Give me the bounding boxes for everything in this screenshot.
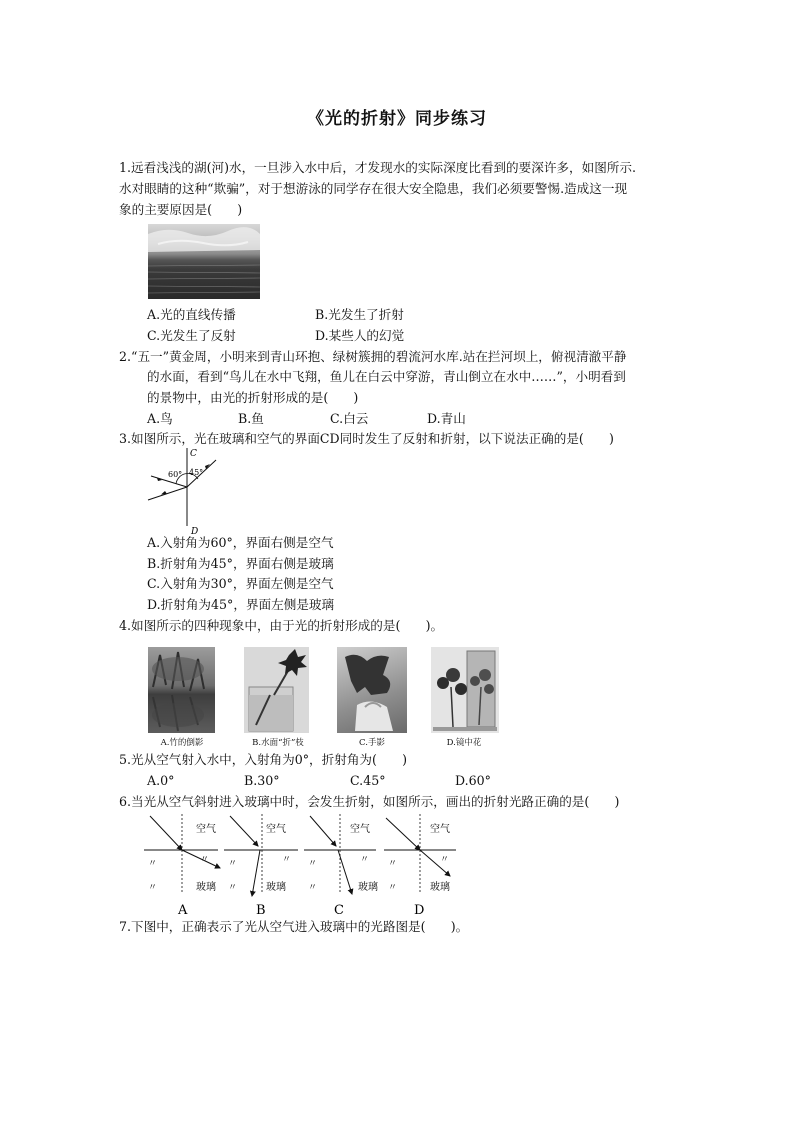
q6-diagram-b [224, 814, 298, 918]
q2-option-b: B.鱼 [238, 411, 264, 426]
q6-c-air-label: 空气 [350, 824, 370, 835]
q6-diagram-a [144, 814, 220, 918]
q2-option-a: A.鸟 [147, 411, 173, 426]
q3-option-b: B.折射角为45°，界面右侧是玻璃 [147, 556, 334, 571]
q3-label-c: C [190, 449, 197, 459]
q5-line-1: 5.光从空气射入水中，入射角为0°，折射角为( ) [119, 752, 408, 767]
q5-option-a: A.0° [147, 773, 175, 788]
q6-b-hatch-3: 〃 [282, 855, 292, 865]
q4-caption-b: B.水面“折”枝 [252, 738, 304, 748]
mirror-flower-photo [431, 647, 499, 733]
q6-d-air-label: 空气 [430, 824, 450, 835]
q4-line-1: 4.如图所示的四种现象中，由于光的折射形成的是( )。 [119, 618, 444, 633]
q6-c-glass-label: 玻璃 [358, 882, 378, 893]
q6-b-air-label: 空气 [266, 824, 286, 835]
q2-line-2: 的水面，看到“鸟儿在水中飞翔，鱼儿在白云中穿游，青山倒立在水中……”，小明看到 [147, 369, 626, 384]
q6-label-c: C [334, 903, 344, 918]
shallow-lake-photo [148, 224, 260, 299]
bamboo-reflection-photo [148, 647, 215, 733]
q1-line-3: 象的主要原因是( ) [119, 202, 243, 217]
q6-c-hatch-2: 〃 [308, 883, 318, 893]
q6-d-hatch-2: 〃 [388, 883, 398, 893]
q5-option-d: D.60° [455, 773, 491, 788]
q1-line-1: 1.远看浅浅的湖(河)水，一旦涉入水中后，才发现水的实际深度比看到的要深许多，如图所示. [119, 160, 637, 175]
bent-stick-photo [244, 647, 309, 733]
q1-option-c: C.光发生了反射 [147, 328, 236, 343]
q3-label-d: D [191, 527, 199, 536]
q1-option-a: A.光的直线传播 [147, 307, 236, 322]
q1-option-d: D.某些人的幻觉 [315, 328, 405, 343]
q2-option-c: C.白云 [330, 411, 369, 426]
q4-caption-c: C.手影 [359, 738, 385, 748]
q4-caption-a: A.竹的倒影 [160, 738, 204, 748]
page-title: 《光的折射》同步练习 [307, 109, 487, 129]
q6-c-hatch-3: 〃 [360, 855, 370, 865]
q2-line-1: 2.“五一”黄金周，小明来到青山环抱、绿树簇拥的碧流河水库.站在拦河坝上，俯视清澈平静 [119, 349, 627, 364]
q2-option-d: D.青山 [427, 411, 466, 426]
q3-option-d: D.折射角为45°，界面左侧是玻璃 [147, 597, 335, 612]
q3-option-a: A.入射角为60°，界面右侧是空气 [147, 535, 334, 550]
q6-a-hatch-2: 〃 [148, 883, 158, 893]
q7-line-1: 7.下图中，正确表示了光从空气进入玻璃中的光路图是( )。 [119, 919, 469, 934]
q3-angle-60: 60° [168, 470, 183, 479]
q6-b-glass-label: 玻璃 [266, 882, 286, 893]
q5-option-b: B.30° [244, 773, 280, 788]
q6-label-a: A [178, 903, 188, 918]
q1-option-b: B.光发生了折射 [315, 307, 404, 322]
q6-b-hatch-2: 〃 [228, 883, 238, 893]
q6-a-air-label: 空气 [196, 824, 216, 835]
q3-angle-45: 45° [189, 468, 204, 477]
q6-a-hatch-3: 〃 [200, 855, 210, 865]
q6-diagram-c [304, 814, 378, 918]
q3-line-1: 3.如图所示，光在玻璃和空气的界面CD同时发生了反射和折射，以下说法正确的是( ) [119, 431, 614, 446]
q6-label-d: D [414, 903, 425, 918]
q2-line-3: 的景物中，由光的折射形成的是( ) [147, 390, 359, 405]
q6-diagram-d [384, 814, 456, 918]
hand-shadow-photo [337, 647, 407, 733]
q6-d-glass-label: 玻璃 [430, 882, 450, 893]
q6-b-hatch-1: 〃 [228, 859, 238, 869]
q6-d-hatch-3: 〃 [440, 855, 450, 865]
q1-line-2: 水对眼睛的这种“欺骗”，对于想游泳的同学存在很大安全隐患，我们必须要警惕.造成这一现 [119, 181, 628, 196]
q3-refraction-diagram [146, 446, 226, 536]
q6-label-b: B [256, 903, 266, 918]
q5-option-c: C.45° [350, 773, 386, 788]
q3-option-c: C.入射角为30°，界面左侧是空气 [147, 576, 334, 591]
q6-c-hatch-1: 〃 [308, 859, 318, 869]
q6-refraction-diagrams [140, 812, 470, 918]
q6-d-hatch-1: 〃 [388, 859, 398, 869]
q4-caption-d: D.镜中花 [446, 738, 482, 748]
q6-a-hatch-1: 〃 [148, 859, 158, 869]
q6-line-1: 6.当光从空气斜射进入玻璃中时，会发生折射，如图所示，画出的折射光路正确的是( ) [119, 794, 620, 809]
q6-a-glass-label: 玻璃 [196, 882, 216, 893]
